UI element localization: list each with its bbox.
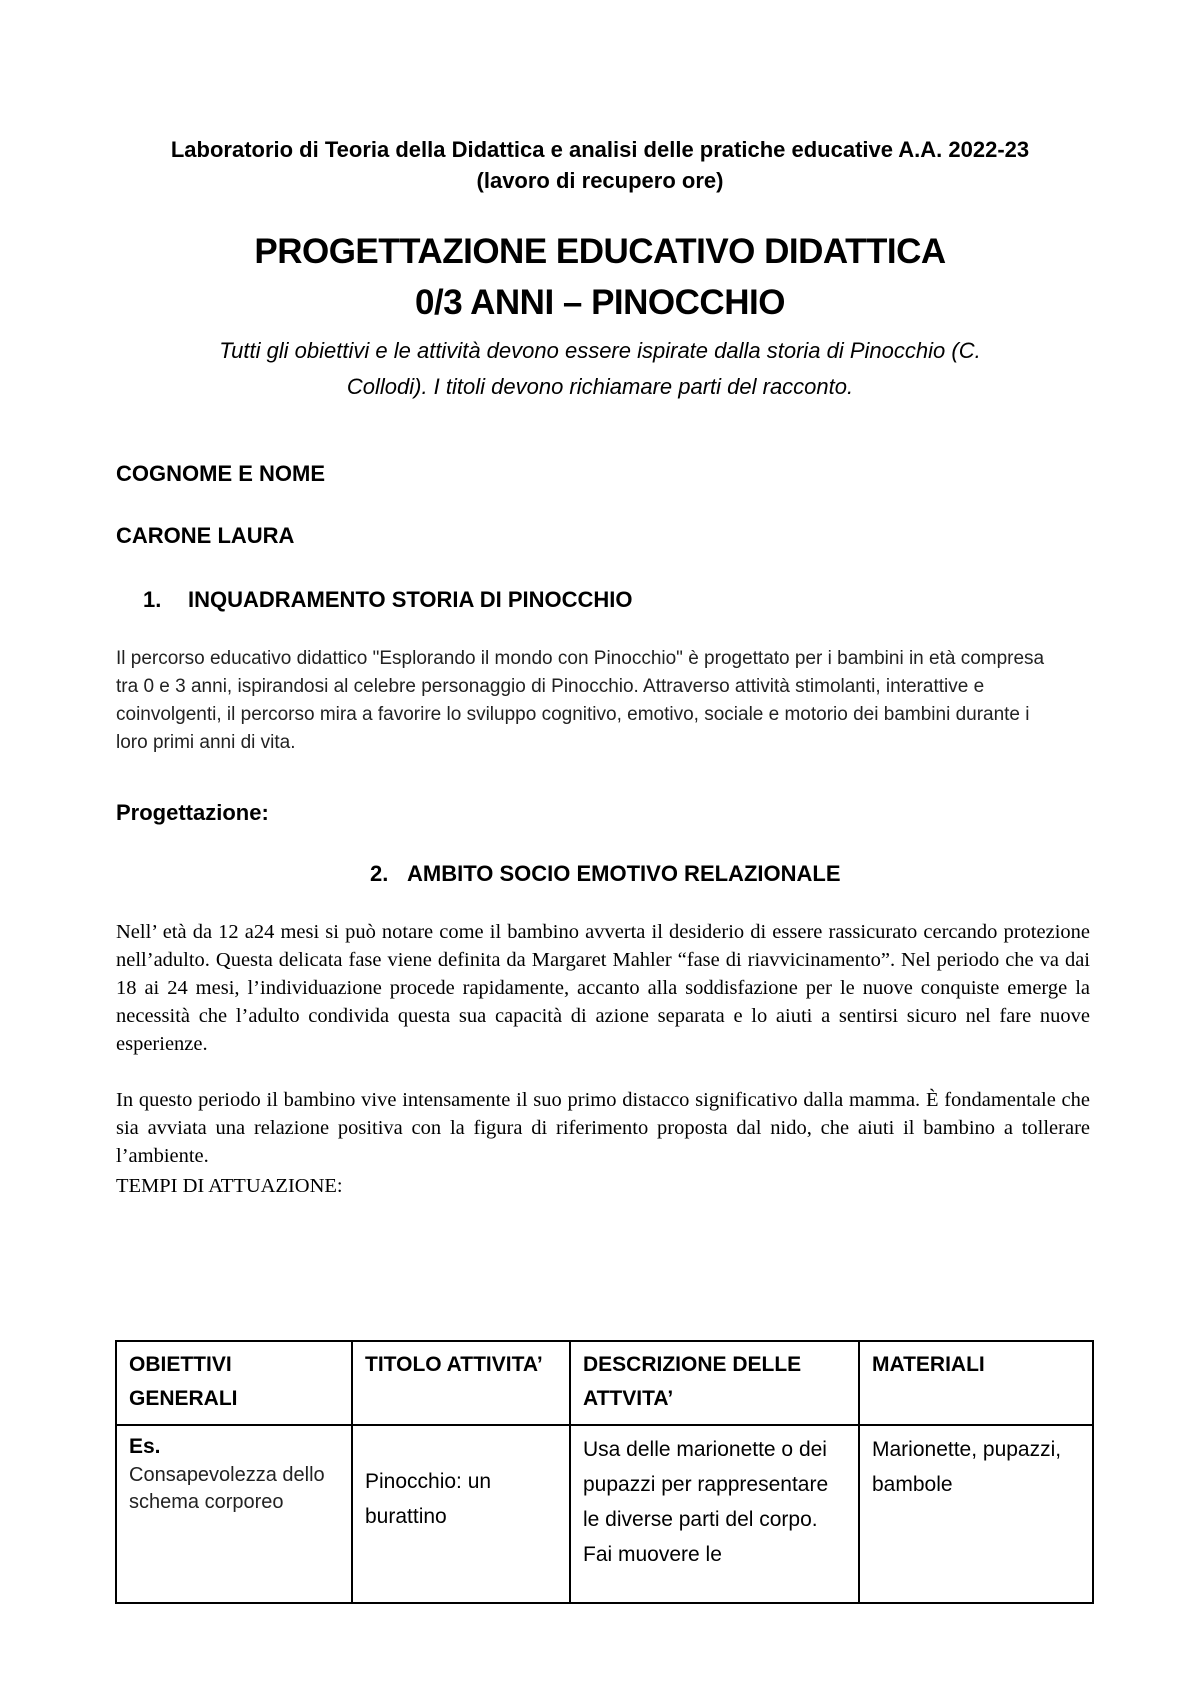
- section-2-number: 2.: [370, 861, 389, 886]
- section-2-paragraph-1: Nell’ età da 12 a24 mesi si può notare come il bambino avverta il desiderio di essere rassicurato cercando protezione nell’adulto. Questa delicata fase viene definita da Margaret Mahler “fase di riavvicinamento”. Nel periodo che va dai 18 ai 24 mesi, l’individuazione procede rapidamente, accanto alla soddisfazione per le nuove conquiste emerge la necessità che l’adulto condivida questa sua capacità di azione separata e lo aiuti a sentirsi sicuro nel fare nuove esperienze.: [116, 921, 1090, 1055]
- header-obiettivi: OBIETTIVI GENERALI: [116, 1341, 352, 1425]
- cell-titolo: [352, 1425, 570, 1603]
- materials-list: Marionette, pupazzi, bambole: [872, 1438, 1062, 1496]
- cell-obiettivi: [116, 1425, 352, 1603]
- header-titolo: TITOLO ATTIVITA’: [352, 1341, 570, 1425]
- header-descrizione: DESCRIZIONE DELLE ATTVITA’: [570, 1341, 859, 1425]
- page-title: PROGETTAZIONE EDUCATIVO DIDATTICA: [254, 232, 946, 271]
- section-1-text: Il percorso educativo didattico "Esplorando il mondo con Pinocchio" è progettato per i bambini in età compresa tra 0 e 3 anni, ispirandosi al celebre personaggio di Pinocchio. Attraverso attività stimolanti, interattive e coinvolgenti, il percorso mira a favorire lo sviluppo cognitivo, emotivo, sociale e motorio dei bambini durante i loro primi anni di vita.: [116, 648, 1045, 753]
- cell-descrizione: [570, 1425, 859, 1603]
- section-1-number: 1.: [143, 587, 162, 612]
- instructions-line-1: Tutti gli obiettivi e le attività devono essere ispirate dalla storia di Pinocchio (C.: [219, 338, 981, 363]
- course-subheader: (lavoro di recupero ore): [476, 168, 724, 193]
- section-1-title: INQUADRAMENTO STORIA DI PINOCCHIO: [188, 587, 633, 612]
- instructions-line-2: Collodi). I titoli devono richiamare parti del racconto.: [346, 374, 854, 399]
- cell-materiali: [859, 1425, 1093, 1603]
- section-2-title: AMBITO SOCIO EMOTIVO RELAZIONALE: [407, 861, 841, 886]
- tempi-label: TEMPI DI ATTUAZIONE:: [116, 1175, 343, 1197]
- header-materiali: MATERIALI: [859, 1341, 1093, 1425]
- student-name-label: COGNOME E NOME: [116, 461, 326, 486]
- activity-table: [115, 1340, 1094, 1604]
- progettazione-label: Progettazione:: [116, 800, 269, 825]
- student-name: CARONE LAURA: [116, 523, 295, 548]
- page-title-age-range: 0/3 ANNI – PINOCCHIO: [415, 283, 785, 322]
- table-row: [116, 1425, 1093, 1603]
- example-label: Es.: [129, 1435, 161, 1458]
- objective-text: Consapevolezza dello schema corporeo: [129, 1464, 325, 1513]
- activity-description: Usa delle marionette o dei pupazzi per rappresentare le diverse parti del corpo. Fai muovere le: [583, 1438, 829, 1566]
- activity-title: Pinocchio: un burattino: [365, 1470, 492, 1528]
- course-header: Laboratorio di Teoria della Didattica e analisi delle pratiche educative A.A. 2022-23: [170, 137, 1030, 162]
- table-header-row: [116, 1341, 1093, 1425]
- section-2-paragraph-2: In questo periodo il bambino vive intensamente il suo primo distacco significativo dalla mamma. È fondamentale che sia avviata una relazione positiva con la figura di riferimento proposta dal nido, che aiuti il bambino a tollerare l’ambiente.: [116, 1089, 1090, 1167]
